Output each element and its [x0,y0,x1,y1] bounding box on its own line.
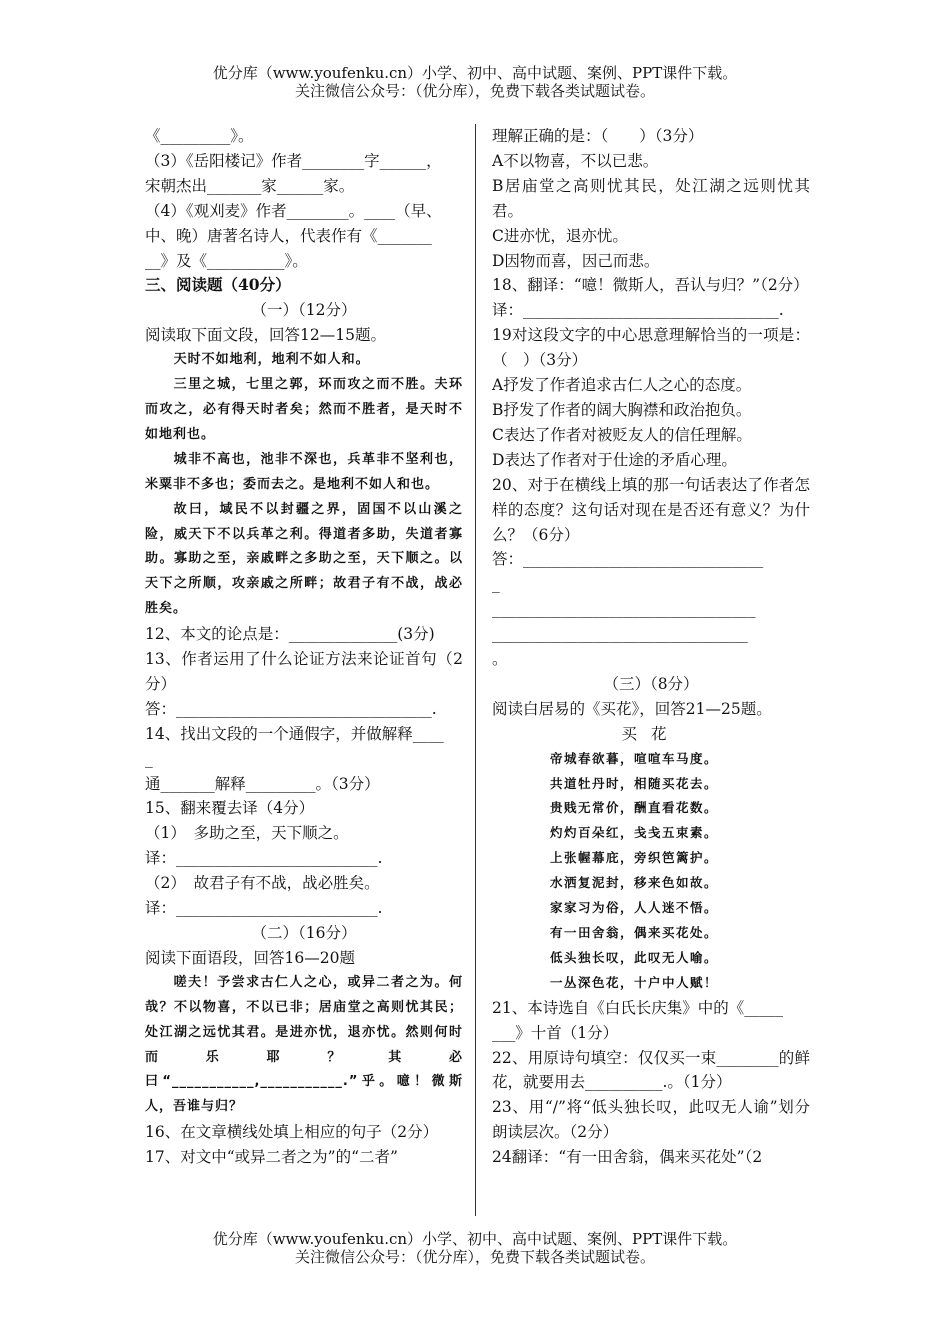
poem-line: 上张幄幕庇，旁织笆篱护。 [550,850,719,866]
poem-line: 贵贱无常价，酬直看花数。 [550,800,719,816]
classical-passage: 嗟夫！予尝求古仁人之心，或异二者之为。何哉？不以物喜，不以已非；居庙堂之高则忧其民；处江湖之远忧其君。是进亦忧，退亦忧。然则何时而乐耶？其必曰“___________,___________.”乎。噫！微斯人，吾谁与归？ [145,974,463,1115]
text-line: （3）《岳阳楼记》作者________字______， [145,151,442,170]
poem-title: 买花 [621,724,681,743]
question-23: 23、用“/”将“低头独长叹，此叹无人谕”划分朗读层次。（2分） [492,1098,810,1142]
poem-line: 有一田舍翁，偶来买花处。 [550,925,719,940]
answer-line: _________________________________ [492,625,748,644]
poem-line: 共道牡丹时，相随买花去。 [550,775,719,791]
footer-line-2: 关注微信公众号：（优分库），免费下载各类试题试卷。 [294,1248,655,1266]
text-line: 理解正确的是：（ ）（3分） [492,127,704,145]
classical-passage: 天时不如地利，地利不如人和。 [173,352,370,368]
poem-line: 低头独长叹，此叹无人喻。 [550,949,719,965]
question-20: 20、对于在横线上填的那一句话表达了作者怎样的态度？这句话对现在是否还有意义？为什么？（6分） [492,475,810,544]
question-19: 19对这段文字的中心思意理解恰当的一项是：（ ）（3分） [492,326,810,370]
text-line: （2） 故君子有不战，战必胜矣。 [145,874,380,893]
page-header [0,64,950,100]
option-b: B居庙堂之高则忧其民，处江湖之远则忧其君。 [492,176,810,220]
classical-passage: 故曰，域民不以封疆之界，固国不以山溪之险，威天下不以兵革之利。得道者多助，失道者寡助。寡助之至，亲戚畔之多助之至，天下顺之。以天下之所顺，攻亲戚之所畔；故君子有不战，战必胜矣。 [145,501,463,617]
header-line-2: 关注微信公众号：（优分库），免费下载各类试题试卷。 [294,82,655,100]
text-line: 中、晚）唐著名诗人，代表作有《_______ [145,226,432,245]
classical-passage: 三里之城，七里之郭，环而攻之而不胜。夫环而攻之，必有得天时者矣；然而不胜者，是天时不如地利也。 [145,377,463,442]
option-a: A不以物喜，不以已悲。 [492,151,659,170]
question-21: 21、本诗选自《白氏长庆集》中的《_____ [492,998,783,1017]
question-15: 15、翻来覆去译（4分） [145,799,315,818]
question-16: 16、在文章横线处填上相应的句子（2分） [145,1123,439,1142]
answer-line: _ [492,575,500,594]
answer-line: 译：__________________________. [145,849,383,868]
option-b: B抒发了作者的阔大胸襟和政治抱负。 [492,400,752,419]
question-18: 18、翻译：“噫！微斯人，吾认与归？”（2分） [492,276,809,295]
question-14: 14、找出文段的一个通假字，并做解释____ [145,724,444,743]
footer-line-1: 优分库（www.youfenku.cn）小学、初中、高中试题、案例、PPT课件下载。 [212,1230,738,1248]
answer-line: 答：_______________________________ [492,550,764,569]
text-line: （1） 多助之至，天下顺之。 [145,824,349,843]
text-line: _ [145,749,153,768]
classical-passage: 城非不高也，池非不深也，兵革非不坚利也，米粟非不多也；委而去之。是地利不如人和也。 [145,451,463,492]
option-c: C表达了作者对被贬友人的信任理解。 [492,425,752,444]
section-heading: 三、阅读题（40分） [145,275,291,295]
text-line: 通_______解释_________。（3分） [145,774,380,793]
text-line: 宋朝杰出_______家______家。 [145,176,355,195]
text-line: __》及《__________》。 [145,251,308,270]
question-12: 12、本文的论点是：______________(3分) [145,625,435,644]
header-line-1: 优分库（www.youfenku.cn）小学、初中、高中试题、案例、PPT课件下载。 [212,64,738,82]
poem-line: 水洒复泥封，移来色如故。 [550,875,719,891]
part-intro: 阅读白居易的《买花》，回答21—25题。 [492,699,772,718]
part-title: （一）（12分） [251,301,357,320]
answer-line: 。 [492,650,508,669]
right-column [492,124,810,1170]
question-17: 17、对文中“或异二者之为”的“二者” [145,1148,398,1167]
answer-line: 答：_________________________________. [145,699,437,718]
question-22: 22、用原诗句填空：仅仅买一束________的鲜花，就要用去__________.。（1分） [492,1048,810,1092]
text-line: 《_________》。 [145,127,254,145]
answer-line: __________________________________ [492,600,756,619]
option-d: D因物而喜，因己而悲。 [492,251,660,270]
option-d: D表达了作者对于仕途的矛盾心理。 [492,450,737,469]
poem-line: 一丛深色花，十户中人赋！ [550,974,719,990]
question-13: 13、作者运用了什么论证方法来论证首句（2分） [145,650,463,693]
page-footer [0,1230,950,1266]
part-title: （三）（8分） [603,674,699,693]
text-line: ___》十首（1分） [492,1023,619,1042]
option-c: C进亦忧，退亦忧。 [492,226,628,245]
poem-line: 灼灼百朵红，戋戋五束素。 [550,825,719,841]
part-intro: 阅读取下面文段，回答12—15题。 [145,326,386,345]
answer-line: 译：__________________________. [145,899,383,918]
part-intro: 阅读下面语段，回答16—20题 [145,948,355,967]
option-a: A抒发了作者追求古仁人之心的态度。 [492,376,752,395]
column-divider [475,124,476,1216]
poem-line: 家家习为俗，人人迷不悟。 [550,900,719,916]
question-24: 24翻译：“有一田舍翁，偶来买花处”（2 [492,1148,763,1167]
part-title: （二）（16分） [251,924,357,942]
left-column [145,124,463,1170]
poem-line: 帝城春欲暮，喧喧车马度。 [550,750,719,766]
text-line: （4）《观刈麦》作者________。____（早、 [145,201,442,220]
answer-line: 译：_________________________________. [492,301,784,320]
